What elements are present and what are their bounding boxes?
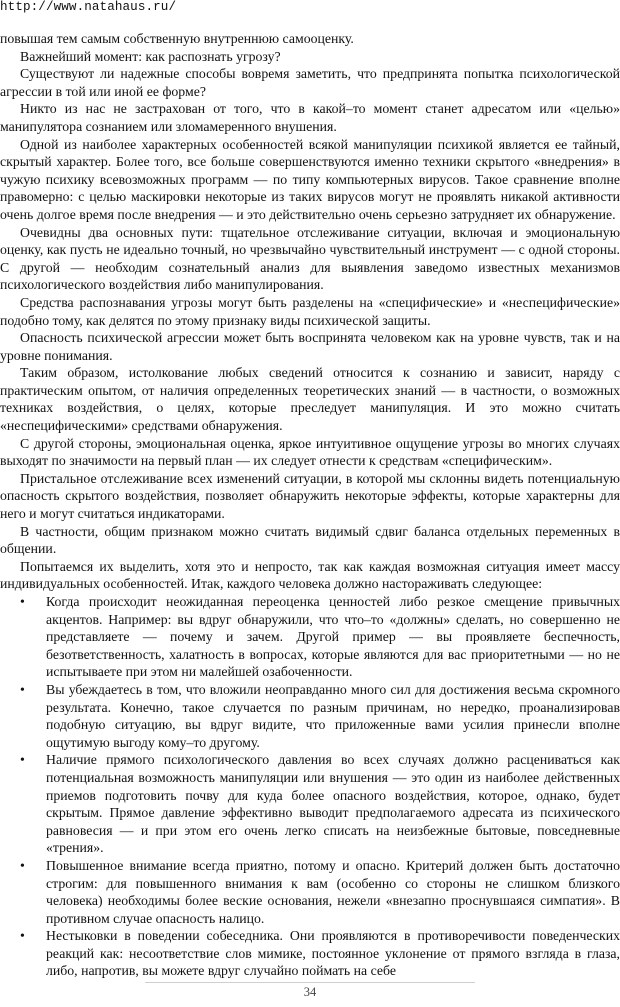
list-item	[0, 751, 620, 857]
bullet-icon: •	[20, 928, 25, 944]
paragraph: В частности, общим признаком можно считать видимый сдвиг баланса отдельных переменных в общении.	[0, 523, 620, 557]
list-item-text: Наличие прямого психологического давления во всех случаях должно расцениваться как потенциальная возможность манипуляции или внушения — это один из наиболее действенных приемов подготовить почву для куда более опасного воздействия, которое, однако, будет скрытым. Прямое давление эффективно выводит предполагаемого адресата из психического равновесия — и при этом его очень легко списать на неизбежные бытовые, повседневные «трения».	[46, 752, 620, 856]
paragraph: Существуют ли надежные способы вовремя заметить, что предпринята попытка психологической агрессии в той или иной ее форме?	[0, 66, 620, 99]
list-item-text: Повышенное внимание всегда приятно, потому и опасно. Критерий должен быть достаточно строгим: для повышенного внимания к вам (особенно со стороны не слишком близкого человека) необходимы более веские основания, нежели «внезапно проснувшаяся симпатия». В противном случае опасность налицо.	[46, 857, 620, 926]
paragraph: Одной из наиболее характерных особенностей всякой манипуляции психикой является ее тайный, скрытый характер. Более того, все больше совершенствуются именно техники скрытого «внедрения» в чужую психику всевозможных программ — по типу компьютерных вирусов. Такое сравнение вполне правомерно: с целью маскировки некоторые из таких вирусов могут не проявлять никакой активности очень долгое время после внедрения — и это действительно очень серьезно затрудняет их обнаружение.	[0, 136, 620, 222]
bullet-icon: •	[20, 594, 25, 609]
paragraph: Опасность психической агрессии может быть воспринята человеком как на уровне чувств, так и на уровне понимания.	[0, 330, 620, 363]
list-item-text: Вы убеждаетесь в том, что вложили неоправданно много сил для достижения весьма скромного результата. Конечно, такое случается по разным причинам, но нередко, проанализировав подобную ситуацию, вы вдруг видите, что приложенные вами усилия принесли вполне ощутимую выгоду кому–то другому.	[46, 681, 620, 750]
bullet-icon: •	[20, 681, 25, 697]
list-item	[0, 681, 620, 751]
bullet-icon: •	[20, 752, 25, 768]
list-item-text: Нестыковки в поведении собеседника. Они проявляются в противоречивости поведенческих реакций как: несоответствие слов мимике, постоянное уклонение от прямого взгляда в глаза, либо, напротив, вы можете вдруг случайно поймать на себе	[46, 928, 620, 979]
paragraph: Попытаемся их выделить, хотя это и непросто, так как каждая возможная ситуация имеет массу индивидуальных особенностей. Итак, каждого человека должно настораживать следующее:	[0, 558, 620, 592]
paragraph: Пристальное отслеживание всех изменений ситуации, в которой мы склонны видеть потенциальную опасность скрытого воздействия, позволяет обнаружить некоторые эффекты, которые характерны для него и могут считаться индикаторами.	[0, 470, 620, 522]
paragraph: повышая тем самым собственную внутреннюю самооценку.	[0, 31, 354, 46]
list-item	[0, 593, 620, 681]
paragraph: Очевидны два основных пути: тщательное отслеживание ситуации, включая и эмоциональную оценку, как пусть не идеально точный, но чрезвычайно чувствительный инструмент — с одной стороны. С другой — необходим сознательный анализ для выявления заведомо известных механизмов психологического воздействия либо манипулирования.	[0, 224, 620, 293]
paragraph: С другой стороны, эмоциональная оценка, яркое интуитивное ощущение угрозы во многих случаях выходят по значимости на первый план — их следует отнести к средствам «специфическим».	[0, 435, 620, 469]
list-item	[0, 857, 620, 927]
body-text	[0, 30, 620, 980]
list-item-text: Когда происходит неожиданная переоценка ценностей либо резкое смещение привычных акцентов. Например: вы вдруг обнаружили, что что–то «должны» сделать, но совершенно не представляете — почему и зачем. Другой пример — вы проявляете беспечность, безответственность, халатность в вопросах, которые являются для вас приоритетными — но не испытываете при этом ни малейшей озабоченности.	[46, 594, 620, 680]
warning-signs-list	[0, 593, 620, 980]
footer-divider	[145, 982, 475, 983]
source-url[interactable]: http://www.natahaus.ru/	[0, 0, 177, 14]
paragraph: Таким образом, истолкование любых сведений относится к сознанию и зависит, наряду с практическим опытом, от наличия определенных теоретических знаний — в частности, о возможных техниках воздействия, о целях, которые преследует манипуляция. И это можно считать «неспецифическими» средствами обнаружения.	[0, 365, 620, 434]
page-number: 34	[303, 985, 317, 999]
paragraph: Никто из нас не застрахован от того, что в какой–то момент станет адресатом или «целью» манипулятора сознанием или зломамеренного внушения.	[0, 101, 620, 134]
paragraph: Важнейший момент: как распознать угрозу?	[20, 48, 281, 64]
bullet-icon: •	[20, 857, 25, 873]
list-item	[0, 927, 620, 980]
paragraph: Средства распознавания угрозы могут быть разделены на «специфические» и «неспецифические» подобно тому, как делятся по этому признаку виды психической защиты.	[0, 294, 620, 328]
